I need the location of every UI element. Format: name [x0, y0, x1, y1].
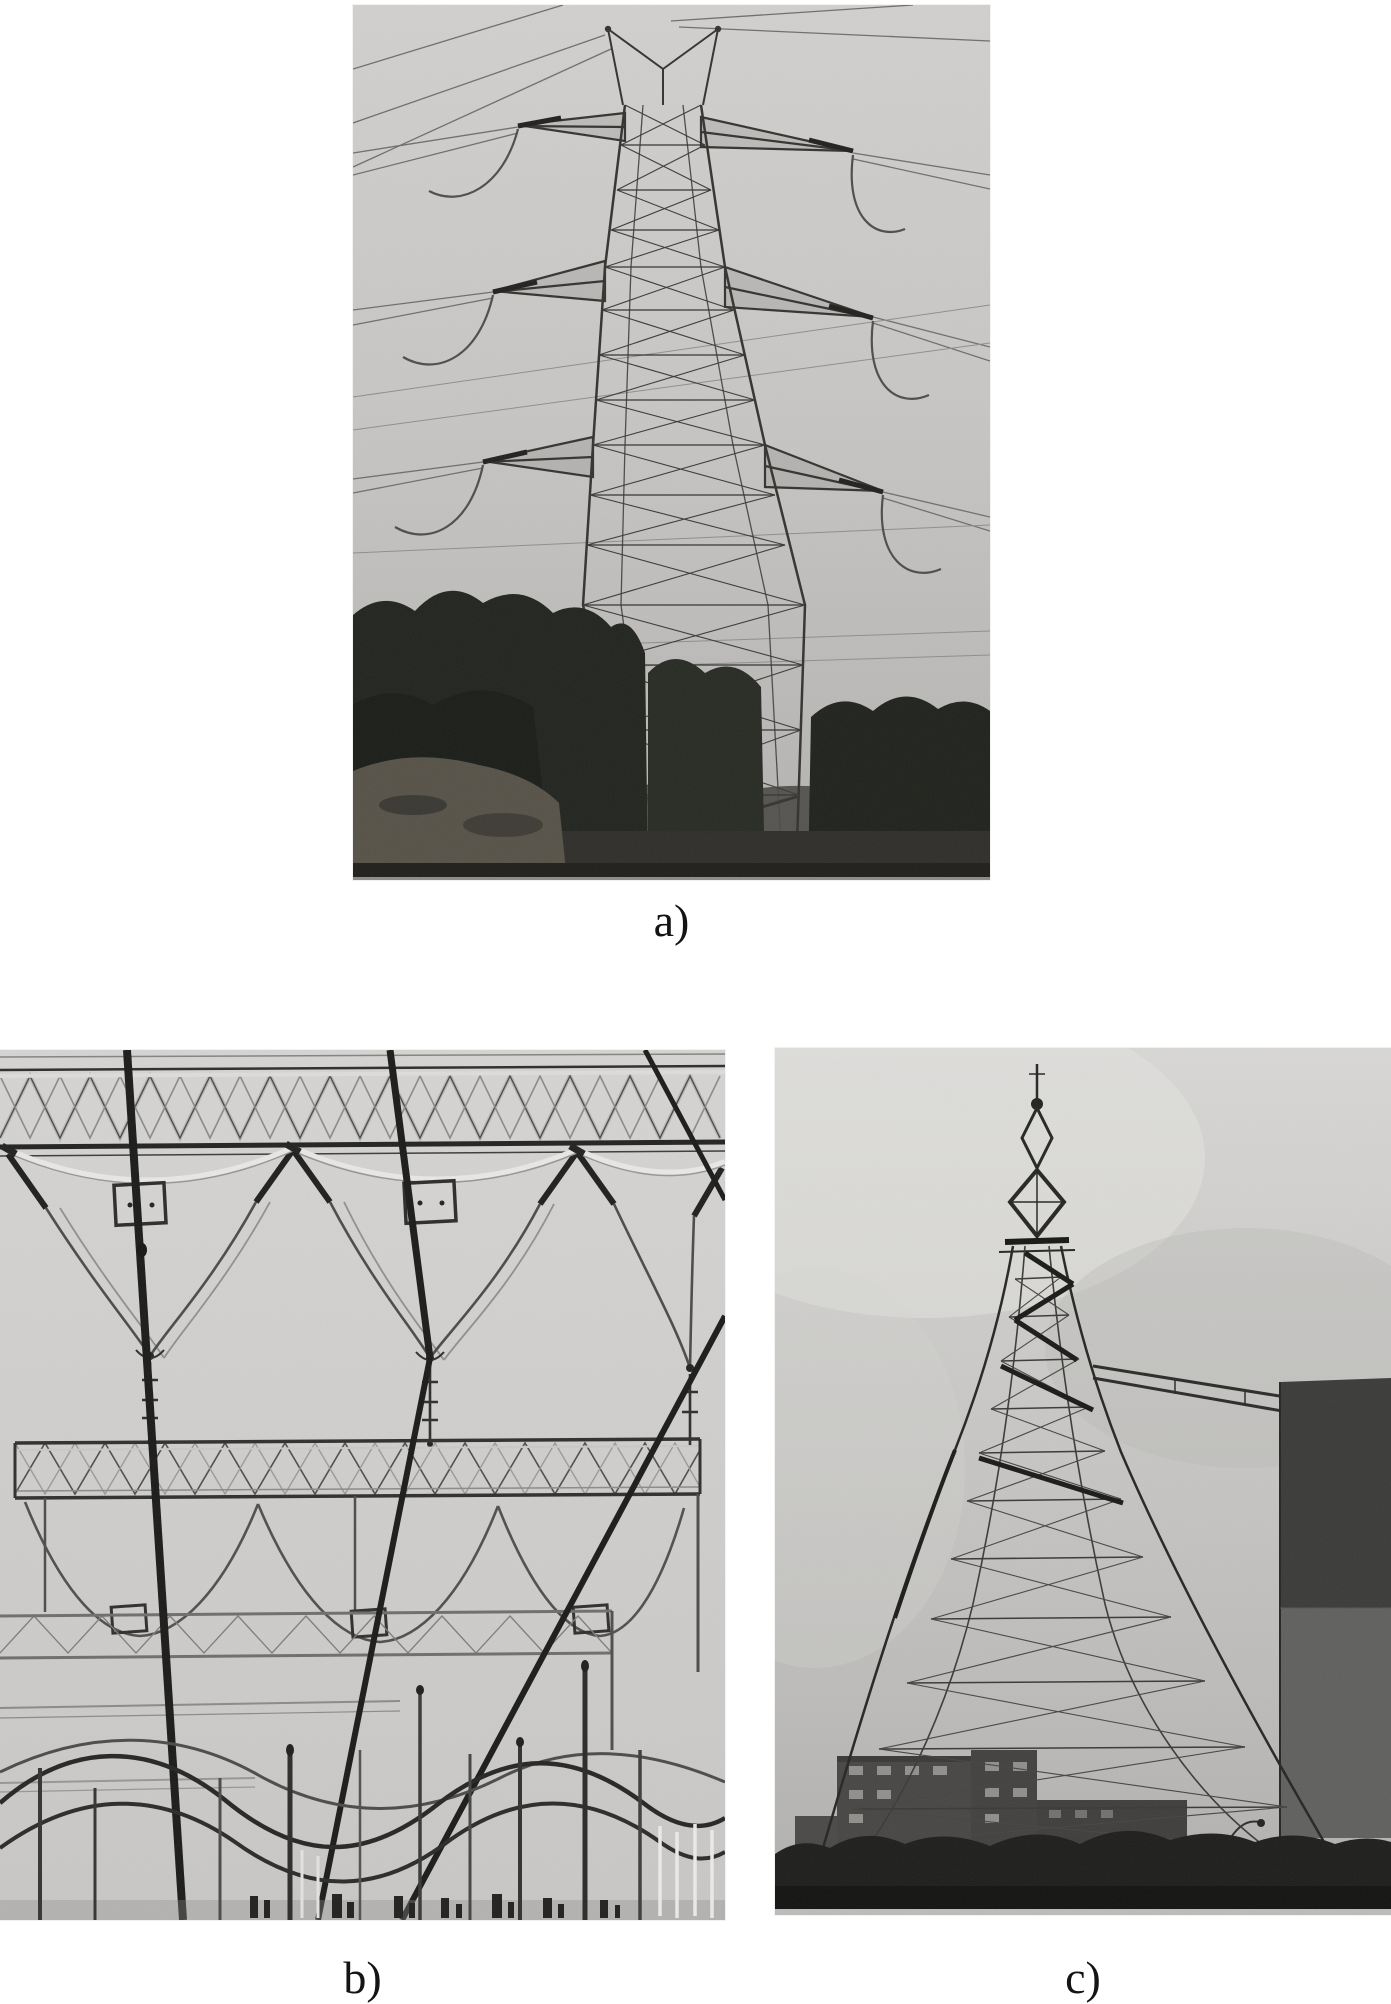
figure-panel-a: [353, 5, 990, 880]
figure-label-c: c): [1065, 1952, 1101, 2003]
film-grain: [353, 5, 990, 880]
photo-a: [353, 5, 990, 880]
figure-panel-c: [775, 1048, 1391, 1915]
photo-b: [0, 1050, 725, 1920]
substation-photo-art: [0, 1050, 725, 1920]
tv-tower-photo-art: [775, 1048, 1391, 1915]
figure-panel-b: [0, 1050, 725, 1920]
figure-label-a: a): [653, 895, 690, 946]
figure-label-b: b): [343, 1952, 382, 2003]
transmission-tower-photo-art: [353, 5, 990, 880]
film-grain: [775, 1048, 1391, 1915]
photo-c: [775, 1048, 1391, 1915]
film-grain: [0, 1050, 725, 1920]
